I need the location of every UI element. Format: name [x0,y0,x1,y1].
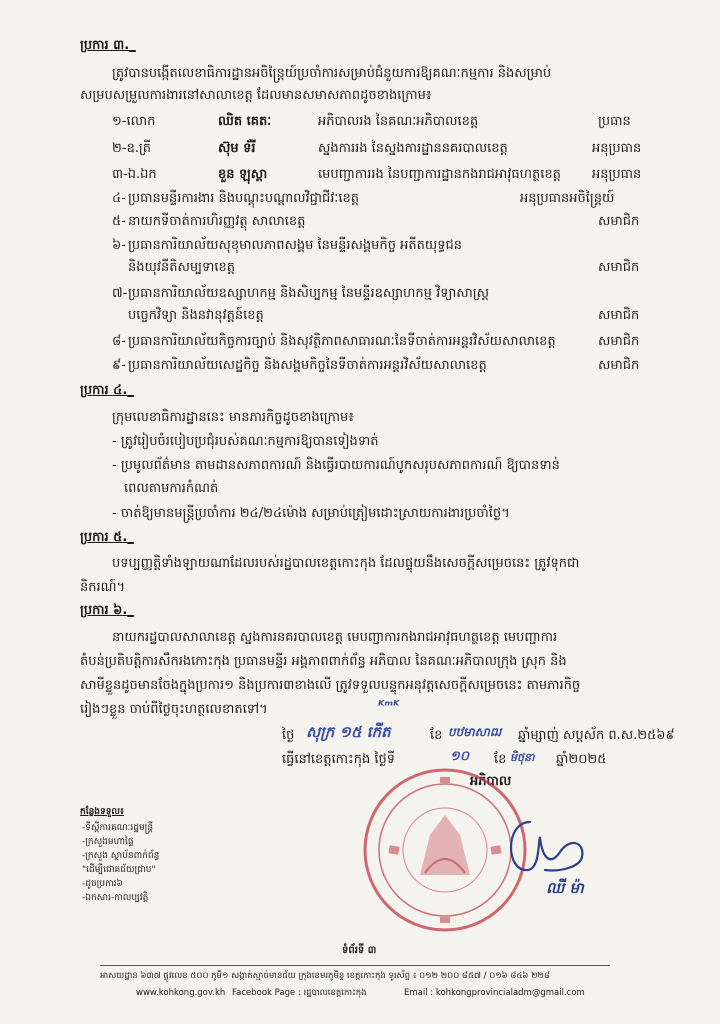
member-name: ខួន ឡុស្ដា [218,167,268,182]
member-role: អនុប្រធាន [592,167,642,182]
member-no: ៩- [112,358,126,373]
recipient-item: -ក្រសួងមហាផ្ទៃ [82,837,134,847]
footer-email: Email : kohkongprovincialadm@gmail.com [404,988,585,998]
member-position: មេបញ្ជាការរង នៃបញ្ជាការដ្ឋានកងរាជអាវុធហត្ថខេត្ត [318,167,561,182]
date-solar-month: មិថុនា [510,751,535,764]
member-role: សមាជិក [598,308,640,323]
page-number: ទំព័រទី ៣ [342,945,377,956]
member-name: ឈិត គេតៈ [218,114,272,129]
article6-line4: រៀងៗខ្លួន ចាប់ពីថ្ងៃចុះហត្ថលេខាតទៅ។ [80,702,268,717]
member-role: សមាជិក [598,214,640,229]
article6-line3: សាមីខ្លួនដូចមានចែងក្នុងប្រការ១ និងប្រការ៣ខាងលើ ត្រូវទទួលបន្ទុកអនុវត្តសេចក្ដីសម្រេចនេះ តាមភារកិច្ច [80,678,581,693]
signatory-name: ឈី ម៉ា [546,879,584,897]
date-lunar-prefix: ថ្ងៃ [282,728,295,743]
article3-heading: ប្រការ ៣._ [80,38,136,53]
signature-scrawl [500,812,590,882]
footer-facebook: Facebook Page : រដ្ឋបាលខេត្តកោះកុង [232,988,367,998]
signature-title: អភិបាល [470,774,512,789]
member-role: សមាជិក [598,358,640,373]
member-name: ស៊ុម ទ័រី [218,141,256,156]
member-role: អនុប្រធាន [592,141,642,156]
member-no: ៨- [112,334,126,349]
date-solar-month-prefix: ខែ [494,752,507,767]
date-lunar-handwritten: សុក្រ ១៥ កើត [306,723,391,741]
article5-line1: បទប្បញ្ញត្តិទាំងឡាយណាដែលរបស់រដ្ឋបាលខេត្តកោះកុង ដែលផ្ទុយនឹងសេចក្ដីសម្រេចនេះ ត្រូវទុកជា [112,556,580,571]
date-solar-prefix: ធ្វើនៅខេត្តកោះកុង ថ្ងៃទី [282,752,395,767]
handwritten-initial: ᴷᵐᴷ [378,699,400,714]
article3-intro-line1: ត្រូវបានបង្កើតលេខាធិការដ្ឋានអចិន្ត្រៃយ៍ប្រចាំការសម្រាប់ជំនួយការឱ្យគណៈកម្មការ និងសម្រាប់ [112,66,552,81]
recipient-item: "ដើម្បីជោគជ័យជ្រាប" [82,865,156,875]
recipient-item: -ទីស្ដីការគណៈរដ្ឋមន្ត្រី [82,823,154,833]
recipient-item: -ដូចប្រការ៦ [82,879,123,889]
member-role: សមាជិក [598,260,640,275]
member-position-cont: បច្ចេកវិទ្យា និងនវានុវត្តន៍ខេត្ត [128,308,264,323]
recipient-item: -ក្រសួង ស្ថាប័នពាក់ព័ន្ធ [82,851,160,861]
date-solar-day: ១០ [450,749,470,764]
member-no: ៤- [112,191,126,206]
date-solar-year: ឆ្នាំ២០២៥ [556,752,607,767]
article6-line1: នាយករដ្ឋបាលសាលាខេត្ត ស្នងការនគរបាលខេត្ត មេបញ្ជាការកងរាជអាវុធហត្ថខេត្ត មេបញ្ជាការ [112,630,558,645]
member-position: ប្រធានការិយាល័យសេដ្ឋកិច្ច និងសង្គមកិច្ចនៃទីចាត់ការអន្តរវិស័យសាលាខេត្ត [128,358,487,373]
member-no: ១-លោក [112,114,156,129]
member-no: ៦- [112,238,126,253]
date-month-handwritten: បឋមាសាឍ [448,725,502,739]
footer-website: www.kohkong.gov.kh [136,988,226,998]
member-role: ប្រធាន [598,114,631,129]
date-lunar-suffix: ឆ្នាំម្សាញ់ សប្តស័ក ព.ស.២៥៦៩ [518,728,675,743]
member-position: ប្រធានការិយាល័យសុខុមាលភាពសង្គម នៃមន្ទីរសង្គមកិច្ច អតីតយុទ្ធជន [128,238,462,253]
article5-heading: ប្រការ ៥._ [80,530,134,545]
recipient-item: -ឯកសារ-កាលប្បវត្តិ [82,893,149,903]
member-no: ៥- [112,214,126,229]
member-position-cont: និងយុវនីតិសម្បទាខេត្ត [128,260,236,275]
member-role: សមាជិក [598,334,640,349]
member-position: ប្រធានការិយាល័យឧស្សាហកម្ម និងសិប្បកម្ម នៃមន្ទីរឧស្សាហកម្ម វិទ្យាសាស្ត្រ [128,286,490,301]
article6-line2: តំបន់ប្រតិបត្តិការសឹករងកោះកុង ប្រធានមន្ទីរ អង្គភាពពាក់ព័ន្ធ អភិបាល នៃគណៈអភិបាលក្រុង ស្រុក និង [80,654,567,669]
article4-heading: ប្រការ ៤._ [80,383,134,398]
member-position: នាយកទីចាត់ការហិរញ្ញវត្ថុ សាលាខេត្ត [128,214,306,229]
date-month-prefix: ខែ [430,728,443,743]
footer-divider [100,965,610,966]
footer-address: អាសយដ្ឋាន ៦៣៧ ផ្លូវលេខ ៥០០ ភូមិ១ សង្កាត់ស្មាច់មានជ័យ ក្រុងខេមរភូមិន្ទ ខេត្តកោះកុង ទូរស័ព្ទ ៖ ០១២ ២០០ ៨៥៧ / ០១៦ ៨៤៦ ២២៨ [100,971,551,981]
recipients-title: កន្លែងទទួល៖ [80,807,124,817]
member-position: អភិបាលរង នៃគណៈអភិបាលខេត្ត [318,114,479,129]
member-role: អនុប្រធានអចិន្ត្រៃយ៍ [520,191,615,206]
duty-item-cont: ពេលតាមការកំណត់ [124,481,219,496]
member-no: ៧- [112,286,128,301]
member-position: ប្រធានមន្ទីរការងារ និងបណ្តុះបណ្តាលវិជ្ជាជីវៈខេត្ត [128,191,359,206]
article6-heading: ប្រការ ៦._ [80,603,134,618]
duty-item: - ចាត់ឱ្យមានមន្ត្រីប្រចាំការ ២៤/២៤ម៉ោង សម្រាប់ត្រៀមដោះស្រាយការងារប្រចាំថ្ងៃ។ [112,506,510,521]
member-no: ២-ឧ.ត្រី [112,141,152,156]
member-no: ៣-ឯ.ឯក [112,167,157,182]
member-position: ស្នងការរង នៃស្នងការដ្ឋាននគរបាលខេត្ត [318,141,508,156]
article3-intro-line2: សម្របសម្រួលការងារនៅសាលាខេត្ត ដែលមានសមាសភាពដូចខាងក្រោម៖ [80,88,432,103]
duty-item: - ប្រមូលព័ត៌មាន តាមដានសភាពការណ៍ និងធ្វើរបាយការណ៍បូកសរុបសភាពការណ៍ ឱ្យបានទាន់ [112,458,560,473]
duty-item: - ត្រូវរៀបចំរបៀបប្រជុំរបស់គណៈកម្មការឱ្យបានទៀងទាត់ [112,434,379,449]
article5-line2: និករណ៍។ [80,580,126,595]
article4-intro: ក្រុមលេខាធិការដ្ឋាននេះ មានភារកិច្ចដូចខាងក្រោម៖ [112,410,354,425]
member-position: ប្រធានការិយាល័យកិច្ចការច្បាប់ និងសុវត្ថិភាពសាធារណៈនៃទីចាត់ការអន្តរវិស័យសាលាខេត្ត [128,334,556,349]
